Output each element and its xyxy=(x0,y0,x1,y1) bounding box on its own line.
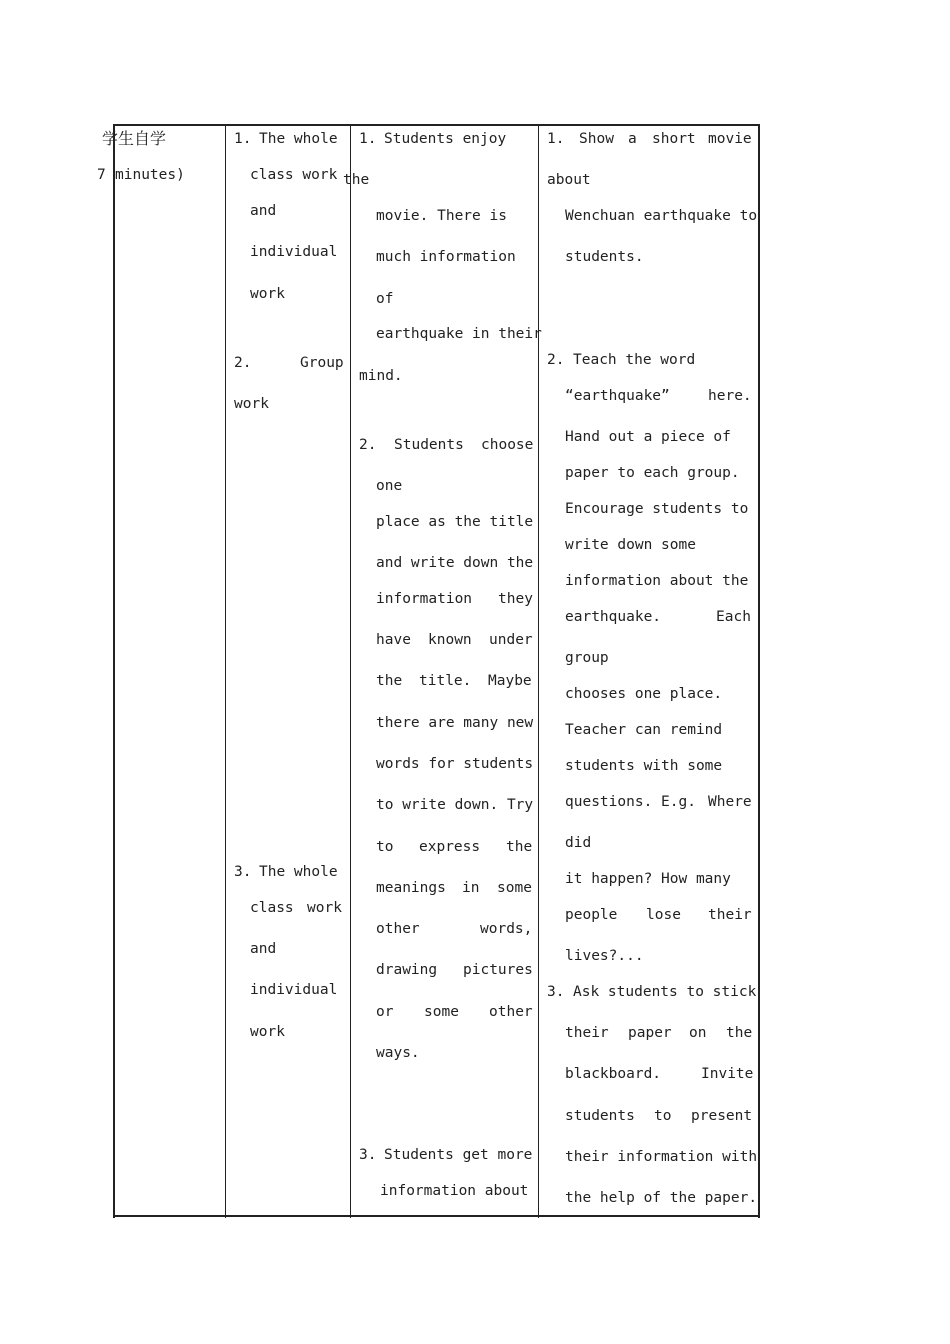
teacher-activity-3-line: blackboard. xyxy=(565,1066,662,1082)
teacher-activity-1-line: Show xyxy=(579,131,614,147)
teacher-activity-1-line: movie xyxy=(708,131,752,147)
student-activity-2-line: choose xyxy=(481,437,534,453)
teacher-activity-3-line: Invite xyxy=(701,1066,754,1082)
student-activity-2-line: some xyxy=(497,880,532,896)
student-activity-2-line: meanings xyxy=(376,880,446,896)
student-activity-1-line: earthquake in their xyxy=(376,326,542,342)
mode-3-line: work xyxy=(307,900,342,916)
student-activity-2-line: title. xyxy=(419,673,472,689)
teacher-activity-3-line: the help of the paper. xyxy=(565,1190,758,1206)
teacher-activity-2-line: E.g. xyxy=(661,794,696,810)
student-activity-1-number: 1. xyxy=(359,131,377,147)
column-divider-2 xyxy=(350,124,351,1218)
student-activity-2-line: there are many new xyxy=(376,715,534,731)
student-activity-1-line: movie. There is xyxy=(376,208,507,224)
mode-3-line: and xyxy=(250,941,277,957)
student-activity-2-line: drawing xyxy=(376,962,438,978)
student-activity-1-line: the xyxy=(343,172,370,188)
student-activity-2-line: Maybe xyxy=(488,673,532,689)
teacher-activity-3-line: their xyxy=(565,1025,609,1041)
student-activity-2-line: or xyxy=(376,1004,394,1020)
student-activity-2-line: words, xyxy=(480,921,533,937)
student-activity-2-line: express xyxy=(419,839,481,855)
mode-3-line: class xyxy=(250,900,294,916)
stage-duration-unit: minutes) xyxy=(115,167,185,183)
student-activity-3-number: 3. xyxy=(359,1147,377,1163)
teacher-activity-2-line: lose xyxy=(646,907,681,923)
teacher-activity-2-number: 2. xyxy=(547,352,565,368)
teacher-activity-1-line: students. xyxy=(565,249,644,265)
teacher-activity-2-line: group xyxy=(565,650,609,666)
teacher-activity-1-line: Wenchuan earthquake to xyxy=(565,208,758,224)
teacher-activity-2-line: Encourage students to xyxy=(565,501,749,517)
student-activity-2-line: to xyxy=(376,839,394,855)
student-activity-2-line: one xyxy=(376,478,403,494)
student-activity-1-line: mind. xyxy=(359,368,403,384)
student-activity-2-line: Students xyxy=(394,437,464,453)
student-activity-2-line: and write down the xyxy=(376,555,534,571)
student-activity-2-line: other xyxy=(489,1004,533,1020)
student-activity-2-line: ways. xyxy=(376,1045,420,1061)
teacher-activity-2-line: information about the xyxy=(565,573,749,589)
teacher-activity-3-line: Ask students to stick xyxy=(573,984,757,1000)
mode-2-line: Group xyxy=(300,355,344,371)
student-activity-2-line: some xyxy=(424,1004,459,1020)
student-activity-2-line: have xyxy=(376,632,411,648)
student-activity-2-line: information xyxy=(376,591,473,607)
teacher-activity-2-line: paper to each group. xyxy=(565,465,740,481)
column-divider-3 xyxy=(538,124,539,1218)
teacher-activity-2-line: students with some xyxy=(565,758,723,774)
student-activity-1-line: Students enjoy xyxy=(384,131,507,147)
student-activity-1-line: much information xyxy=(376,249,516,265)
student-activity-2-line: words for students xyxy=(376,756,534,772)
teacher-activity-2-line: people xyxy=(565,907,618,923)
teacher-activity-2-line: it happen? How many xyxy=(565,871,731,887)
teacher-activity-2-line: Teach the word xyxy=(573,352,696,368)
teacher-activity-3-number: 3. xyxy=(547,984,565,1000)
student-activity-3-line: information about xyxy=(380,1183,529,1199)
student-activity-3-line: Students get more xyxy=(384,1147,533,1163)
teacher-activity-2-line: Each xyxy=(716,609,751,625)
student-activity-2-line: place as the title xyxy=(376,514,534,530)
teacher-activity-2-line: here. xyxy=(708,388,752,404)
teacher-activity-3-line: on xyxy=(689,1025,707,1041)
table-left-border xyxy=(113,124,115,1218)
mode-1-line: work xyxy=(250,286,285,302)
student-activity-2-line: they xyxy=(498,591,533,607)
teacher-activity-3-line: their information with xyxy=(565,1149,758,1165)
student-activity-1-line: of xyxy=(376,291,394,307)
mode-3-line: work xyxy=(250,1024,285,1040)
teacher-activity-3-line: present xyxy=(691,1108,753,1124)
table-right-border xyxy=(758,124,760,1218)
student-activity-2-line: the xyxy=(376,673,403,689)
teacher-activity-2-line: write down some xyxy=(565,537,696,553)
mode-1-line: The whole xyxy=(259,131,338,147)
teacher-activity-2-line: Hand out a piece of xyxy=(565,429,731,445)
teacher-activity-3-line: to xyxy=(654,1108,672,1124)
teacher-activity-1-line: about xyxy=(547,172,591,188)
mode-2-number: 2. xyxy=(234,355,252,371)
mode-1-line: individual xyxy=(250,244,338,260)
student-activity-2-line: under xyxy=(489,632,533,648)
student-activity-2-line: in xyxy=(462,880,480,896)
teacher-activity-1-number: 1. xyxy=(547,131,565,147)
teacher-activity-3-line: paper xyxy=(628,1025,672,1041)
table-top-border xyxy=(113,124,760,126)
mode-1-line: class work xyxy=(250,167,338,183)
teacher-activity-3-line: students xyxy=(565,1108,635,1124)
mode-3-number: 3. xyxy=(234,864,252,880)
student-activity-2-line: the xyxy=(506,839,533,855)
mode-1-line: and xyxy=(250,203,277,219)
mode-3-line: individual xyxy=(250,982,338,998)
student-activity-2-line: known xyxy=(428,632,472,648)
column-divider-1 xyxy=(225,124,226,1218)
student-activity-2-number: 2. xyxy=(359,437,377,453)
table-bottom-border xyxy=(113,1215,760,1217)
teacher-activity-2-line: lives?... xyxy=(565,948,644,964)
mode-3-line: The whole xyxy=(259,864,338,880)
teacher-activity-2-line: earthquake. xyxy=(565,609,662,625)
stage-title: 学生自学 xyxy=(102,129,167,148)
teacher-activity-2-line: Teacher can remind xyxy=(565,722,723,738)
teacher-activity-1-line: a xyxy=(628,131,637,147)
mode-1-number: 1. xyxy=(234,131,252,147)
student-activity-2-line: to write down. Try xyxy=(376,797,534,813)
teacher-activity-2-line: did xyxy=(565,835,592,851)
teacher-activity-2-line: “earthquake” xyxy=(565,388,670,404)
teacher-activity-1-line: short xyxy=(652,131,696,147)
teacher-activity-2-line: chooses one place. xyxy=(565,686,723,702)
mode-2-line: work xyxy=(234,396,269,412)
teacher-activity-2-line: their xyxy=(708,907,752,923)
stage-duration-number: 7 xyxy=(97,167,106,183)
student-activity-2-line: other xyxy=(376,921,420,937)
teacher-activity-2-line: Where xyxy=(708,794,752,810)
teacher-activity-3-line: the xyxy=(726,1025,753,1041)
teacher-activity-2-line: questions. xyxy=(565,794,653,810)
student-activity-2-line: pictures xyxy=(463,962,533,978)
